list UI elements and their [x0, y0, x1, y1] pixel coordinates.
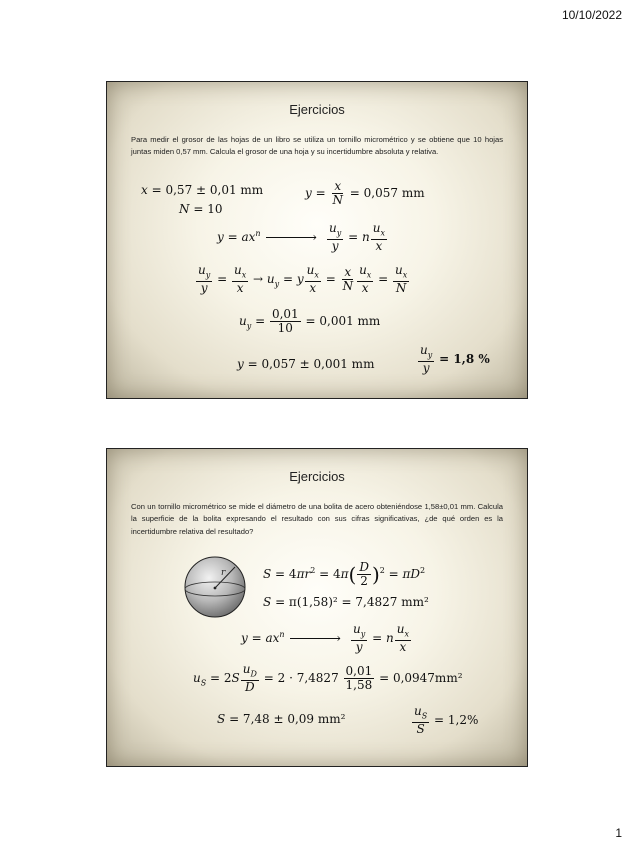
equation-relative: $\frac{u_S}{S}$ = 1,2%	[414, 704, 479, 737]
equation-surface-formula: $S = 4\pi r^2 = 4\pi$( $\frac{D}{2}$ )$^2 = \pi D^2$	[263, 560, 426, 588]
equation-derivation: $\frac{u_y}{y}$ = $\frac{u_x}{x}$ → $u_y = y$ $\frac{u_x}{x}$ = $\frac{x}{N}$ $\frac{u_x}{x}$ = $\frac{u_x}{N}$	[198, 263, 408, 296]
problem-text: Con un tornillo micrométrico se mide el diámetro de una bolita de acero obteniéndose 1,58±0,01 mm. Calcula la superficie de la bolita expresando el resultado con sus cifras significativas, ¿de qué orden es la incertidumbre relativa del resultado?	[131, 502, 503, 536]
radius-label: r	[221, 568, 226, 578]
slide-title: Ejercicios	[289, 469, 345, 484]
slide-1	[106, 81, 528, 399]
page-date: 10/10/2022	[561, 8, 622, 22]
equation-result: S = 7,48 ± 0,09 mm²	[217, 712, 346, 726]
page-number: 1	[615, 826, 622, 840]
slide-title: Ejercicios	[289, 102, 345, 117]
equation-given-n: N = 10	[179, 202, 223, 216]
equation-surface-value: S = π(1,58)² = 7,4827 mm²	[263, 595, 429, 609]
equation-y: y = $\frac{x}{N}$ = 0,057 mm	[305, 179, 425, 207]
sphere-diagram	[183, 555, 247, 619]
equation-uy: $u_y$ = $\frac{0,01}{10}$ = 0,001 mm	[239, 307, 381, 335]
slide-2	[106, 448, 528, 767]
equation-power-law: $y = ax^n$ › $\frac{u_y}{y}$ = n $\frac{u_x}{x}$	[217, 221, 385, 254]
equation-us: $u_S = 2S$ $\frac{u_D}{D}$ = 2 · 7,4827 $\frac{0,01}{1,58}$ = 0,0947mm²	[193, 662, 463, 695]
problem-text: Para medir el grosor de las hojas de un libro se utiliza un tornillo micrométrico y se obtiene que 10 hojas juntas miden 0,57 mm. Calcula el grosor de una hoja y su incertidumbre absoluta y relativa.	[131, 135, 503, 157]
equation-result: y = 0,057 ± 0,001 mm	[237, 357, 375, 371]
equation-power-law: $y = ax^n$ › $\frac{u_y}{y}$ = n $\frac{u_x}{x}$	[241, 622, 409, 655]
equation-given-x: x = 0,57 ± 0,01 mm	[141, 183, 264, 197]
equation-relative: $\frac{u_y}{y}$ = 1,8 %	[420, 343, 490, 376]
